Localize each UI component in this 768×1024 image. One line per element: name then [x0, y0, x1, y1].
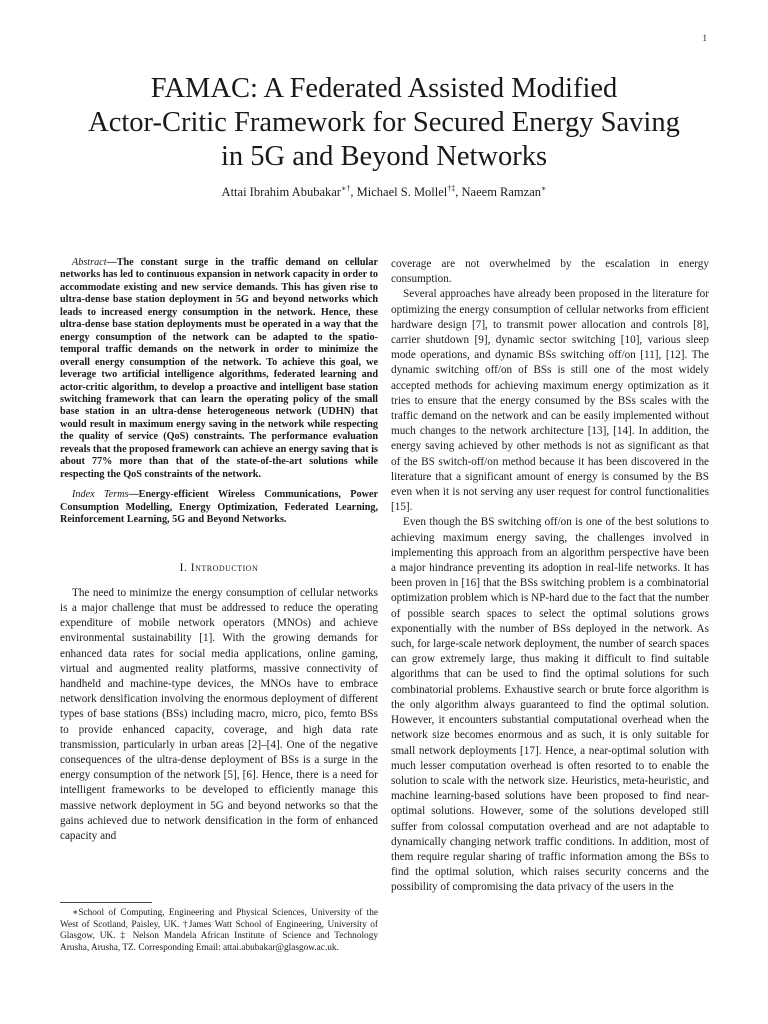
- right-column: [391, 257, 709, 896]
- title-line: Actor-Critic Framework for Secured Energy Saving: [88, 107, 680, 138]
- title-line: FAMAC: A Federated Assisted Modified: [150, 73, 618, 104]
- author-name: Michael S. Mollel: [356, 185, 448, 199]
- affiliation-marks: ∗: [541, 183, 547, 193]
- abstract-label: Abstract: [72, 257, 107, 268]
- author-name: Attai Ibrahim Abubakar: [221, 185, 341, 199]
- left-column: [60, 257, 378, 844]
- body-paragraph: Several approaches have already been proposed in the literature for optimizing the energy consumption of cellular networks from efficient hardware design [7], to transmit power allocation and controls [8], carrier shutdown [9], dynamic sector switching [10], various sleep mode operations, and dynamic BSs switching off/on [11], [12]. The dynamic switching off/on of BSs is still one of the most widely accepted methods for achieving maximum energy optimization as it tries to ensure that the energy consumed by the BSs scales with the traffic demand on the network and can be easily implemented without much changes to the network architecture [13], [14]. In addition, the energy saving achieved by other methods is not as significant as that of the BS switch-off/on method because it has been discovered in the literature that a significant amount of energy is consumed by the BS even when it is not serving any user request for control functionalities [15].: [391, 288, 709, 514]
- footnote-rule: [60, 902, 152, 903]
- section-title: Introduction: [190, 561, 259, 574]
- affiliation-marks: ∗†: [340, 183, 351, 193]
- index-terms: [60, 489, 378, 526]
- section-heading: [60, 561, 378, 576]
- author-name: Naeem Ramzan: [461, 185, 542, 199]
- author-list: [40, 185, 728, 200]
- paper-title: [40, 72, 728, 174]
- body-paragraph: coverage are not overwhelmed by the escalation in energy consumption.: [391, 258, 709, 286]
- abstract-text: —The constant surge in the traffic demand on cellular networks has led to continuous expansion in network capacity in order to accommodate existing and new service demands. This has given rise to ultra-dense base station deployment in 5G and beyond networks which leads to increased energy consumption in the network. Hence, these ultra-dense base station deployments must be operated in a way that the energy consumption of the network can be adapted to the spatio-temporal traffic demands on the network in order to minimize the overall energy consumption of the network. To achieve this goal, we leverage two artificial intelligence algorithms, federated learning and actor-critic algorithm, to develop a proactive and intelligent base station switching framework that can learn the operating policy of the small base station in an ultra-dense heterogeneous network (UDHN) that would result in maximum energy saving in the network while respecting the quality of service (QoS) constraints. The performance evaluation reveals that the proposed framework can achieve an energy saving that is about 77% more than that of the state-of-the-art solutions while respecting the QoS constraints of the network.: [60, 257, 378, 480]
- page-number: 1: [702, 33, 707, 43]
- intro-paragraph: The need to minimize the energy consumption of cellular networks is a major challenge that must be addressed to reduce the operating expenditure of mobile network operators (MNOs) and achieve environmental sustainability [1]. With the growing demands for enhanced data rates for social media applications, online gaming, virtual and augmented reality platforms, massive connectivity of handheld and machine-type devices, the MNOs have to embrace network densification involving the enormous deployment of different types of base stations (BSs) including macro, micro, pico, femto BSs to provide enhanced capacity, coverage, and high data rate transmission, particularly in urban areas [2]–[4]. One of the negative consequences of the ultra-dense deployment of BSs is a surge in the energy consumption of the network [5], [6]. Hence, there is a need for intelligent frameworks to be developed to efficiently manage this massive network deployment in 5G and beyond networks so that the gains achieved due to network densification in the form of enhanced capacity and: [60, 586, 378, 842]
- affiliation-marks: †‡: [447, 183, 456, 193]
- section-numeral: I.: [179, 561, 191, 574]
- author-separator: ,: [350, 185, 357, 199]
- body-paragraph: Even though the BS switching off/on is one of the best solutions to achieving maximum energy saving, the challenges involved in implementing this approach from an algorithm perspective have been a major hindrance preventing its adoption in real-life networks. It has been proven in [16] that the BSs switching problem is a combinatorial optimization problem which is NP-hard due to the fact that the number of possible search spaces to select the optimal solutions grows exponentially with the number of BSs deployed in the network. As such, for large-scale network deployment, the number of search spaces can grow extremely large, thus making it difficult to find suitable algorithms that can be used to find the optimal solutions for such combinatorial problems. Exhaustive search or brute force algorithm is the only algorithm always guaranteed to find the optimal solution. However, it encounters substantial computational overhead when the network size becomes enormous and as such, it is only suitable for small network deployments [17]. Hence, a near-optimal solution with much lesser computation overhead is often resorted to to enable the solution to scale with the network size. Heuristics, meta-heuristic, and machine learning-based solutions have been proposed to find near-optimal solutions. However, some of the solutions developed still suffer from colossal computation overhead and are not adaptable to dynamically changing network traffic conditions. In addition, most of them require regular sharing of traffic information among the BSs to find the optimal solution, which raises security concerns and the possibility of compromising the data privacy of the users in the: [391, 516, 709, 894]
- title-line: in 5G and Beyond Networks: [220, 141, 548, 172]
- author-separator: ,: [455, 185, 462, 199]
- affiliation-footnote: ∗School of Computing, Engineering and Physical Sciences, University of the West of Scotland, Paisley, UK. †James Watt School of Engineering, University of Glasgow, UK. ‡ Nelson Mandela African Institute of Science and Technology Arusha, Arusha, TZ. Corresponding Email: attai.abubakar@glasgow.ac.uk.: [60, 908, 378, 953]
- abstract: [60, 257, 378, 481]
- index-terms-text: —Energy-efficient Wireless Communications, Power Consumption Modelling, Energy Optimization, Federated Learning, Reinforcement Learning, 5G and Beyond Networks.: [60, 489, 378, 526]
- index-terms-label: Index Terms: [72, 489, 129, 501]
